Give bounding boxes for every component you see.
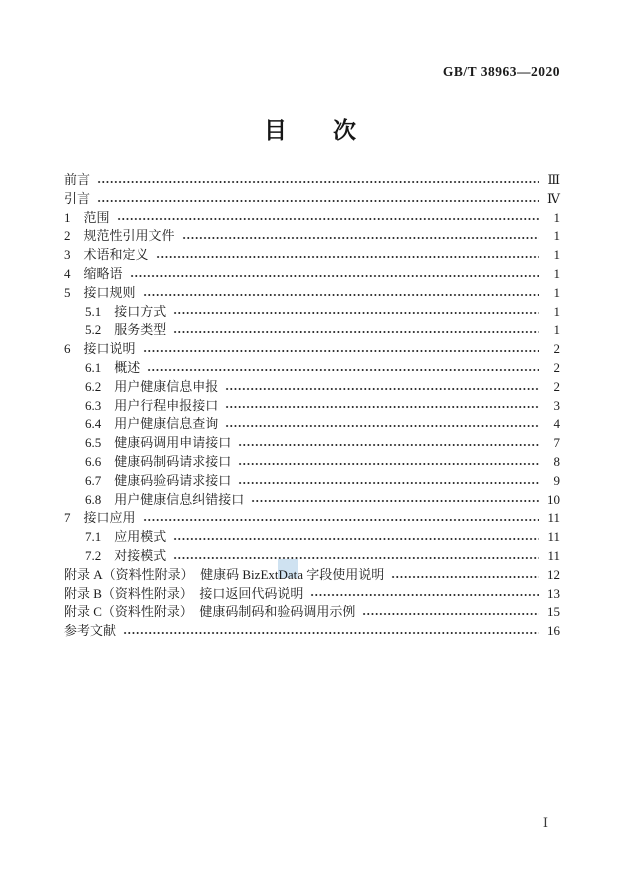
toc-entry: [64, 378, 560, 397]
toc-entry-page: Ⅳ: [547, 190, 560, 206]
toc-entry-page: 2: [553, 378, 560, 394]
toc-entry: [64, 190, 560, 209]
toc-entry-page: 10: [547, 491, 560, 507]
toc-entry-page: 1: [553, 284, 560, 300]
dot-leader: [225, 415, 539, 434]
toc-entry: [64, 434, 560, 453]
dot-leader: [251, 491, 539, 510]
toc-entry-label: 6 接口说明: [64, 341, 136, 357]
toc-entry-page: 1: [553, 303, 560, 319]
toc-entry-label: 5.1 接口方式: [85, 303, 167, 319]
toc-entry-label: 6.3 用户行程申报接口: [85, 397, 219, 413]
selection-highlight: Dat: [278, 566, 298, 582]
toc-entry-label: 附录 A（资料性附录） 健康码 BizExtData 字段使用说明: [64, 566, 385, 582]
dot-leader: [238, 472, 539, 491]
dot-leader: [173, 528, 539, 547]
toc-entry-page: 11: [547, 510, 560, 526]
dot-leader: [225, 378, 539, 397]
toc-entry: [64, 246, 560, 265]
toc-entry-page: 2: [553, 341, 560, 357]
toc-entry-label: 附录 B（资料性附录） 接口返回代码说明: [64, 585, 304, 601]
toc-entry-page: 3: [553, 397, 560, 413]
toc-entry: [64, 415, 560, 434]
toc-entry-page: 16: [547, 623, 560, 639]
toc-entry: [64, 622, 560, 641]
toc-entry: [64, 359, 560, 378]
toc-entry: [64, 227, 560, 246]
toc-entry: [64, 265, 560, 284]
dot-leader: [310, 585, 539, 604]
dot-leader: [143, 509, 539, 528]
toc-entry-label: 6.5 健康码调用申请接口: [85, 435, 232, 451]
toc-entry-page: 4: [553, 416, 560, 432]
dot-leader: [97, 171, 539, 190]
dot-leader: [173, 303, 539, 322]
dot-leader: [238, 453, 539, 472]
toc-entry-label: 3 术语和定义: [64, 247, 149, 263]
toc-list: [64, 171, 560, 641]
dot-leader: [143, 340, 539, 359]
toc-entry-label: 7.1 应用模式: [85, 529, 167, 545]
toc-entry: [64, 303, 560, 322]
toc-entry-page: 11: [547, 547, 560, 563]
toc-entry-label: 参考文献: [64, 623, 117, 639]
toc-entry-label: 2 规范性引用文件: [64, 228, 175, 244]
toc-entry: [64, 547, 560, 566]
toc-entry-label: 前言: [64, 172, 91, 187]
toc-entry-page: 1: [553, 247, 560, 263]
toc-entry: [64, 171, 560, 190]
toc-entry-label: 附录 C（资料性附录） 健康码制码和验码调用示例: [64, 604, 356, 620]
toc-entry-label: 6.2 用户健康信息申报: [85, 378, 219, 394]
dot-leader: [130, 265, 539, 284]
toc-entry-page: Ⅲ: [547, 172, 560, 187]
dot-leader: [97, 190, 539, 209]
dot-leader: [362, 603, 539, 622]
toc-entry-page: 11: [547, 529, 560, 545]
toc-entry-label: 7.2 对接模式: [85, 547, 167, 563]
toc-entry-label: 6.7 健康码验码请求接口: [85, 472, 232, 488]
toc-entry-page: 1: [553, 265, 560, 281]
toc-entry: [64, 509, 560, 528]
dot-leader: [182, 227, 539, 246]
toc-entry-page: 1: [553, 209, 560, 225]
toc-entry-page: 13: [547, 585, 560, 601]
toc-entry-label: 7 接口应用: [64, 510, 136, 526]
toc-entry: [64, 566, 560, 585]
page-title: 目 次: [264, 118, 356, 144]
toc-entry: [64, 528, 560, 547]
toc-entry-page: 12: [547, 566, 560, 582]
toc-entry: [64, 453, 560, 472]
toc-entry-page: 2: [553, 359, 560, 375]
toc-entry: [64, 284, 560, 303]
dot-leader: [238, 434, 539, 453]
toc-entry-label: 1 范围: [64, 209, 110, 225]
dot-leader: [143, 284, 539, 303]
toc-entry-page: 7: [553, 435, 560, 451]
dot-leader: [173, 321, 539, 340]
dot-leader: [391, 566, 539, 585]
toc-entry-label: 6.6 健康码制码请求接口: [85, 453, 232, 469]
toc-entry: [64, 397, 560, 416]
toc-entry: [64, 491, 560, 510]
toc-entry-page: 1: [553, 322, 560, 338]
toc-entry-label: 5.2 服务类型: [85, 322, 167, 338]
toc-entry-page: 1: [553, 228, 560, 244]
dot-leader: [156, 246, 539, 265]
footer-page-number: Ⅰ: [542, 815, 548, 830]
toc-entry: [64, 209, 560, 228]
toc-entry: [64, 603, 560, 622]
dot-leader: [117, 209, 539, 228]
dot-leader: [123, 622, 539, 641]
toc-entry-page: 8: [553, 453, 560, 469]
toc-entry-label: 5 接口规则: [64, 284, 136, 300]
toc-entry-label: 引言: [64, 190, 91, 206]
dot-leader: [147, 359, 539, 378]
dot-leader: [173, 547, 539, 566]
toc-entry-label: 6.4 用户健康信息查询: [85, 416, 219, 432]
toc-entry-label: 6.8 用户健康信息纠错接口: [85, 491, 245, 507]
toc-entry: [64, 321, 560, 340]
toc-entry-page: 15: [547, 604, 560, 620]
toc-entry-page: 9: [553, 472, 560, 488]
standard-number: GB/T 38963—2020: [442, 64, 560, 79]
toc-entry: [64, 585, 560, 604]
toc-entry-label: 4 缩略语: [64, 265, 123, 281]
toc-entry: [64, 472, 560, 491]
toc-entry-label: 6.1 概述: [85, 359, 141, 375]
dot-leader: [225, 397, 539, 416]
toc-entry: [64, 340, 560, 359]
